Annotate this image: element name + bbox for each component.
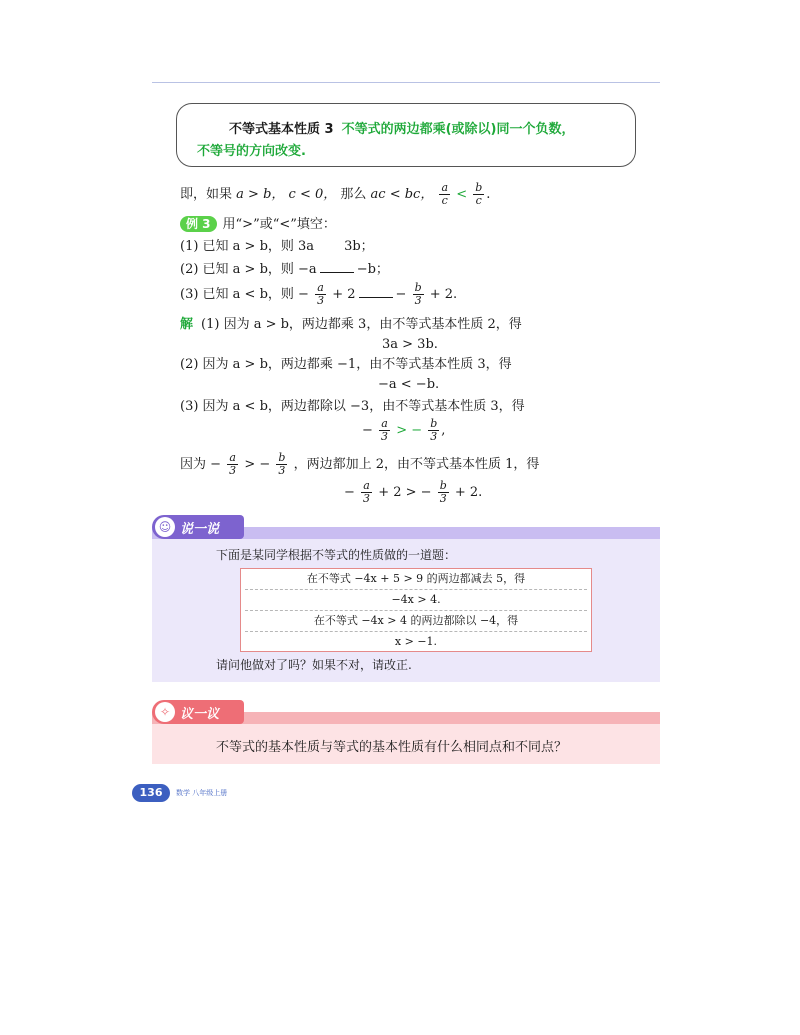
- work-row: 在不等式 −4x > 4 的两边都除以 −4，得: [313, 614, 519, 627]
- property-title: 不等式基本性质 3: [229, 122, 334, 137]
- fraction-a-3: $\frac{a}{3}$: [317, 281, 325, 307]
- solution-4: 因为 − $\frac{a}{3}$ > − $\frac{b}{3}$ ，两边都加上 2，由不等式基本性质 1，得: [180, 451, 540, 477]
- solution-2: (2) 因为 a > b，两边都乘 −1，由不等式基本性质 3，得: [180, 357, 512, 372]
- answer-blank[interactable]: [359, 285, 393, 298]
- property-box: [176, 103, 636, 167]
- discuss-icon: ✧: [155, 702, 175, 722]
- say-question: 请问他做对了吗？如果不对，请改正.: [216, 658, 412, 672]
- say-intro: 下面是某同学根据不等式的性质做的一道题：: [216, 548, 457, 562]
- solution-3: (3) 因为 a < b，两边都除以 −3，由不等式基本性质 3，得: [180, 399, 525, 414]
- solution-2-result: −a < −b.: [378, 377, 440, 392]
- answer-blank[interactable]: [320, 260, 354, 273]
- solution-1-result: 3a > 3b.: [382, 337, 438, 352]
- speech-icon: ☺: [155, 517, 175, 537]
- work-row: x > −1.: [394, 635, 438, 648]
- work-row: 在不等式 −4x + 5 > 9 的两边都减去 5，得: [306, 572, 526, 585]
- example-q1: (1) 已知 a > b，则 3a 3b；: [180, 239, 374, 254]
- example-q3: (3) 已知 a < b，则 − $\frac{a}{3}$ + 2 − $\frac{b}{3}$ + 2.: [180, 281, 458, 307]
- property-line-1: [229, 118, 574, 137]
- student-work-box: [240, 568, 592, 652]
- say-section-heading: ☺ 说一说: [152, 515, 244, 539]
- top-rule: [152, 82, 660, 83]
- property-def-b: 不等号的方向改变.: [197, 144, 306, 159]
- example-q2: (2) 已知 a > b，则 −a −b；: [180, 262, 389, 277]
- fraction-a-c: $\frac{a}{c}$: [441, 181, 449, 207]
- fraction-b-c: $\frac{b}{c}$: [475, 181, 483, 207]
- example-tag: 例 3: [180, 216, 217, 232]
- discuss-section-heading: ✧ 议一议: [152, 700, 244, 724]
- property-def-a: 不等式的两边都乘(或除以)同一个负数，: [341, 122, 575, 137]
- book-title: 数学 八年级上册: [176, 789, 228, 797]
- solution-tag: 解: [180, 317, 194, 332]
- solution-4-result: − $\frac{a}{3}$ + 2 > − $\frac{b}{3}$ + 2.: [344, 479, 483, 505]
- fraction-b-3: $\frac{b}{3}$: [414, 281, 422, 307]
- example-header: 例 3 用“>”或“<”填空：: [180, 216, 336, 234]
- work-row: −4x > 4.: [391, 593, 441, 606]
- solution-3-result: − $\frac{a}{3}$ > − $\frac{b}{3}$ ,: [362, 417, 446, 443]
- page-number: 136: [132, 784, 170, 802]
- implication-line: 即，如果 a > b， c < 0， 那么 ac < bc， $\frac{a}{c}$ < $\frac{b}{c}$ .: [180, 181, 491, 207]
- discuss-question: 不等式的基本性质与等式的基本性质有什么相同点和不同点？: [216, 740, 568, 755]
- solution-1: 解 (1) 因为 a > b，两边都乘 3，由不等式基本性质 2，得: [180, 317, 522, 332]
